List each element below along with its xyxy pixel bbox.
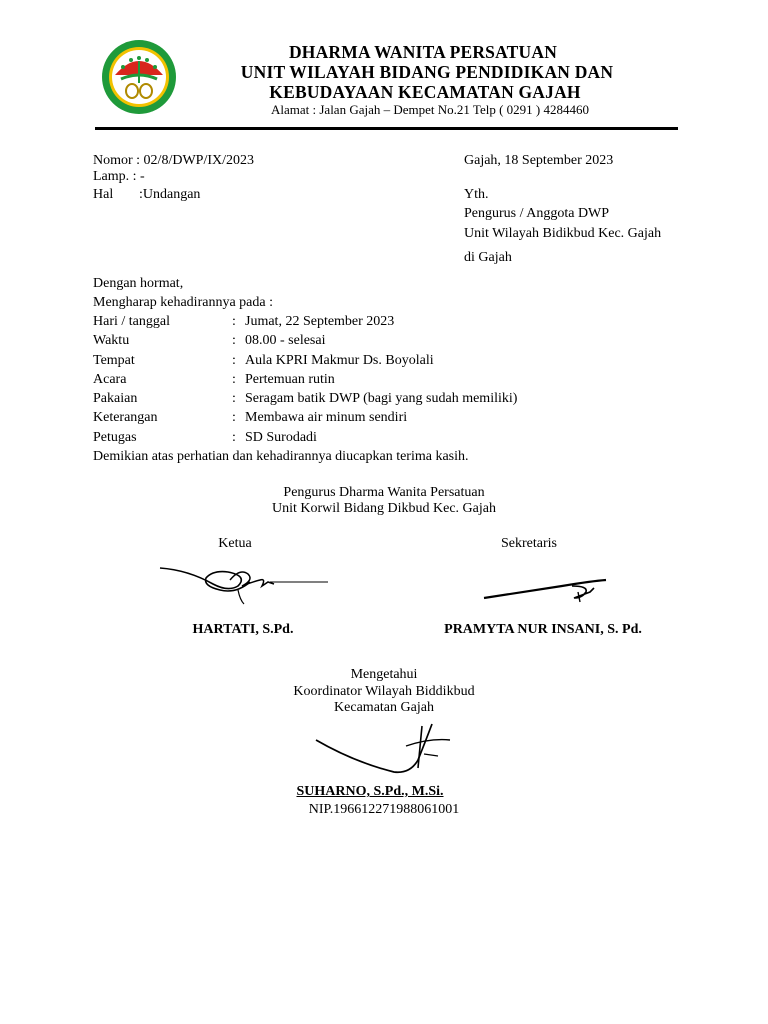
- koordinator-nip: NIP.196612271988061001: [308, 802, 460, 817]
- detail-label: Petugas: [93, 430, 137, 445]
- detail-value: Pertemuan rutin: [245, 372, 335, 387]
- greeting: Dengan hormat,: [93, 276, 184, 291]
- detail-value: 08.00 - selesai: [245, 333, 326, 348]
- detail-label: Hari / tanggal: [93, 314, 170, 329]
- koordinator-signature-icon: [314, 720, 454, 776]
- detail-label: Waktu: [93, 333, 130, 348]
- nomor-line: Nomor : 02/8/DWP/IX/2023: [93, 153, 254, 168]
- dharma-wanita-logo-icon: [101, 39, 177, 115]
- ketua-signature-icon: [158, 560, 330, 608]
- sekretaris-name: PRAMYTA NUR INSANI, S. Pd.: [444, 622, 642, 637]
- detail-colon: :: [232, 314, 236, 329]
- ack-line-2: Koordinator Wilayah Biddikbud: [293, 684, 475, 699]
- letterhead-address: Alamat : Jalan Gajah – Dempet No.21 Telp ( 0291 ) 4284460: [270, 102, 590, 117]
- letterhead-line-1: DHARMA WANITA PERSATUAN: [288, 42, 558, 62]
- ketua-name: HARTATI, S.Pd.: [192, 622, 294, 637]
- detail-value: Seragam batik DWP (bagi yang sudah memiliki): [245, 391, 518, 406]
- recipient-yth: Yth.: [464, 187, 489, 202]
- letterhead-line-3: KEBUDAYAAN KECAMATAN GAJAH: [269, 82, 581, 102]
- hal-label: Hal: [93, 187, 114, 202]
- detail-label: Keterangan: [93, 410, 158, 425]
- sekretaris-signature-icon: [482, 572, 610, 606]
- intro: Mengharap kehadirannya pada :: [93, 295, 273, 310]
- detail-colon: :: [232, 430, 236, 445]
- letterhead-line-2: UNIT WILAYAH BIDANG PENDIDIKAN DAN: [240, 62, 614, 82]
- ketua-title: Ketua: [218, 536, 252, 551]
- detail-value: Aula KPRI Makmur Ds. Boyolali: [245, 353, 434, 368]
- detail-label: Tempat: [93, 353, 135, 368]
- ack-line-3: Kecamatan Gajah: [334, 700, 434, 715]
- detail-colon: :: [232, 391, 236, 406]
- detail-colon: :: [232, 372, 236, 387]
- lampiran-line: Lamp. : -: [93, 169, 145, 184]
- org-line-2: Unit Korwil Bidang Dikbud Kec. Gajah: [272, 501, 496, 516]
- detail-colon: :: [232, 333, 236, 348]
- hal-value: :Undangan: [139, 187, 201, 202]
- detail-label: Acara: [93, 372, 127, 387]
- closing-sentence: Demikian atas perhatian dan kehadirannya diucapkan terima kasih.: [93, 449, 469, 464]
- detail-value: SD Surodadi: [245, 430, 317, 445]
- letterhead-divider: [95, 127, 678, 130]
- recipient-line-2: Unit Wilayah Bidikbud Kec. Gajah: [464, 226, 662, 241]
- detail-colon: :: [232, 353, 236, 368]
- recipient-line-1: Pengurus / Anggota DWP: [464, 206, 610, 221]
- detail-label: Pakaian: [93, 391, 138, 406]
- koordinator-name: SUHARNO, S.Pd., M.Si.: [296, 784, 444, 799]
- org-line-1: Pengurus Dharma Wanita Persatuan: [283, 485, 485, 500]
- recipient-line-3: di Gajah: [464, 250, 512, 265]
- detail-colon: :: [232, 410, 236, 425]
- sekretaris-title: Sekretaris: [501, 536, 557, 551]
- place-date: Gajah, 18 September 2023: [464, 153, 614, 168]
- ack-line-1: Mengetahui: [350, 667, 418, 682]
- detail-value: Jumat, 22 September 2023: [245, 314, 395, 329]
- detail-value: Membawa air minum sendiri: [245, 410, 408, 425]
